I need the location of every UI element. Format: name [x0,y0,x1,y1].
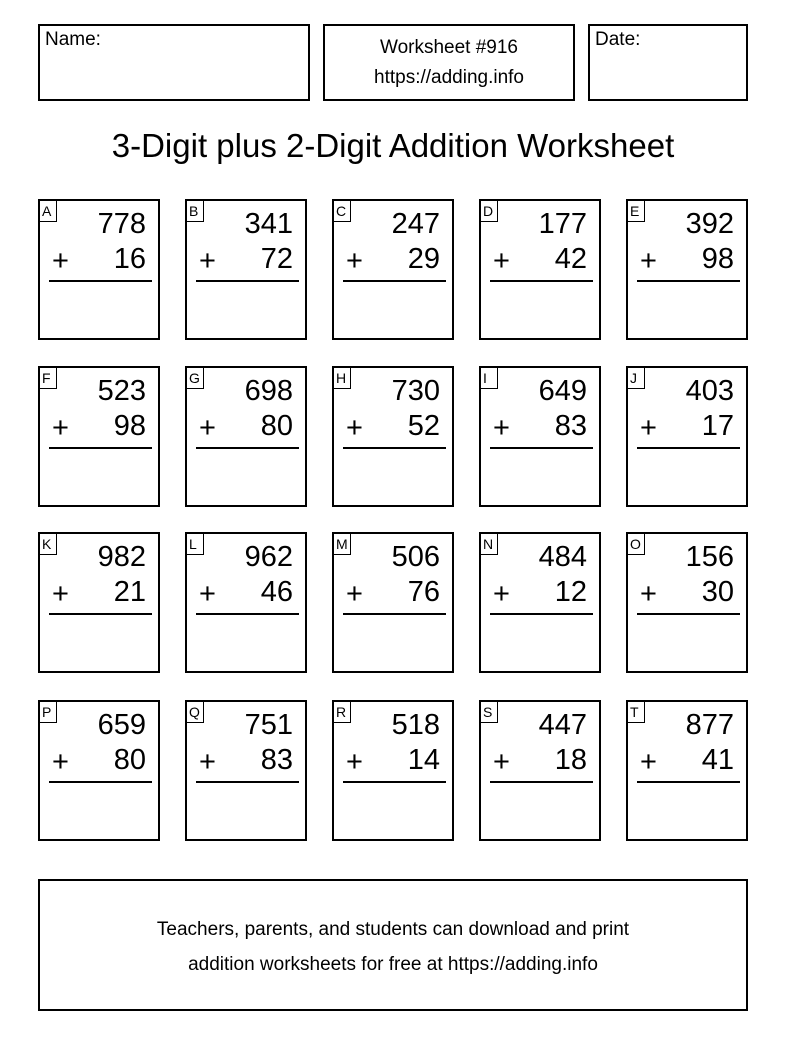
addend-top: 484 [538,541,587,573]
answer-line [49,447,152,449]
addend-top: 877 [685,709,734,741]
problem-box [626,700,748,841]
plus-sign: + [640,746,657,778]
addend-top: 698 [244,375,293,407]
addend-bottom: 83 [554,410,587,442]
plus-sign: + [640,245,657,277]
problem-letter: K [39,533,57,555]
plus-sign: + [52,245,69,277]
problem-box [626,532,748,673]
problem-letter: H [333,367,351,389]
addend-top: 177 [538,208,587,240]
date-box [588,24,748,101]
answer-line [343,613,446,615]
problem-letter: N [480,533,498,555]
answer-line [196,447,299,449]
answer-line [637,613,740,615]
addend-bottom: 98 [701,243,734,275]
problem-box [185,700,307,841]
problem-box [332,366,454,507]
problem-letter: L [186,533,204,555]
name-box [38,24,310,101]
addend-bottom: 14 [407,744,440,776]
addend-bottom: 17 [701,410,734,442]
addend-bottom: 76 [407,576,440,608]
problem-box [185,532,307,673]
addend-bottom: 12 [554,576,587,608]
answer-line [343,447,446,449]
addend-top: 751 [244,709,293,741]
addend-bottom: 29 [407,243,440,275]
plus-sign: + [199,245,216,277]
answer-line [49,781,152,783]
problem-box [332,532,454,673]
plus-sign: + [346,412,363,444]
problem-box [38,532,160,673]
answer-line [637,781,740,783]
answer-line [196,280,299,282]
problem-letter: O [627,533,645,555]
problem-letter: D [480,200,498,222]
problem-box [626,366,748,507]
answer-line [343,280,446,282]
addend-top: 403 [685,375,734,407]
problem-box [38,199,160,340]
answer-line [196,613,299,615]
answer-line [49,280,152,282]
addend-bottom: 72 [260,243,293,275]
addend-bottom: 30 [701,576,734,608]
answer-line [490,781,593,783]
plus-sign: + [493,245,510,277]
answer-line [490,447,593,449]
name-label: Name: [45,29,101,50]
problem-box [479,532,601,673]
plus-sign: + [493,746,510,778]
problem-letter: C [333,200,351,222]
plus-sign: + [199,578,216,610]
addend-bottom: 42 [554,243,587,275]
plus-sign: + [52,412,69,444]
problem-box [479,199,601,340]
site-url: https://adding.info [374,67,524,88]
addend-bottom: 98 [113,410,146,442]
answer-line [49,613,152,615]
addend-bottom: 83 [260,744,293,776]
addend-top: 247 [391,208,440,240]
answer-line [196,781,299,783]
plus-sign: + [640,578,657,610]
addend-bottom: 18 [554,744,587,776]
plus-sign: + [346,245,363,277]
addend-top: 341 [244,208,293,240]
problem-box [332,199,454,340]
problem-letter: B [186,200,204,222]
addend-bottom: 21 [113,576,146,608]
problem-box [479,700,601,841]
plus-sign: + [346,578,363,610]
plus-sign: + [199,412,216,444]
problem-letter: T [627,701,645,723]
addend-bottom: 80 [260,410,293,442]
answer-line [637,447,740,449]
plus-sign: + [493,578,510,610]
worksheet-title: 3-Digit plus 2-Digit Addition Worksheet [111,127,675,164]
answer-line [343,781,446,783]
addend-top: 649 [538,375,587,407]
footer-line-1: Teachers, parents, and students can download and print [156,919,630,940]
addend-top: 778 [97,208,146,240]
problem-box [479,366,601,507]
addend-top: 392 [685,208,734,240]
addend-top: 447 [538,709,587,741]
plus-sign: + [346,746,363,778]
addend-top: 962 [244,541,293,573]
addend-bottom: 80 [113,744,146,776]
addend-top: 982 [97,541,146,573]
problem-letter: E [627,200,645,222]
problem-box [185,199,307,340]
plus-sign: + [493,412,510,444]
problem-letter: R [333,701,351,723]
problem-box [38,700,160,841]
problem-letter: F [39,367,57,389]
plus-sign: + [52,578,69,610]
addend-top: 523 [97,375,146,407]
problem-letter: Q [186,701,204,723]
addend-bottom: 46 [260,576,293,608]
addend-top: 156 [685,541,734,573]
addend-bottom: 16 [113,243,146,275]
answer-line [637,280,740,282]
answer-line [490,613,593,615]
problem-box [38,366,160,507]
answer-line [490,280,593,282]
problem-letter: M [333,533,351,555]
plus-sign: + [640,412,657,444]
addend-top: 506 [391,541,440,573]
plus-sign: + [199,746,216,778]
worksheet-number: Worksheet #916 [379,37,518,58]
problem-box [332,700,454,841]
problem-letter: P [39,701,57,723]
problem-letter: G [186,367,204,389]
worksheet-info-box [323,24,575,101]
addend-bottom: 41 [701,744,734,776]
date-label: Date: [595,29,641,50]
problem-letter: I [480,367,498,389]
addend-top: 659 [97,709,146,741]
problem-letter: S [480,701,498,723]
problem-letter: A [39,200,57,222]
problem-box [185,366,307,507]
problem-letter: J [627,367,645,389]
addend-bottom: 52 [407,410,440,442]
problem-box [626,199,748,340]
plus-sign: + [52,746,69,778]
footer-line-2: addition worksheets for free at https://adding.info [188,954,598,975]
addend-top: 518 [391,709,440,741]
addend-top: 730 [391,375,440,407]
footer-box [38,879,748,1011]
